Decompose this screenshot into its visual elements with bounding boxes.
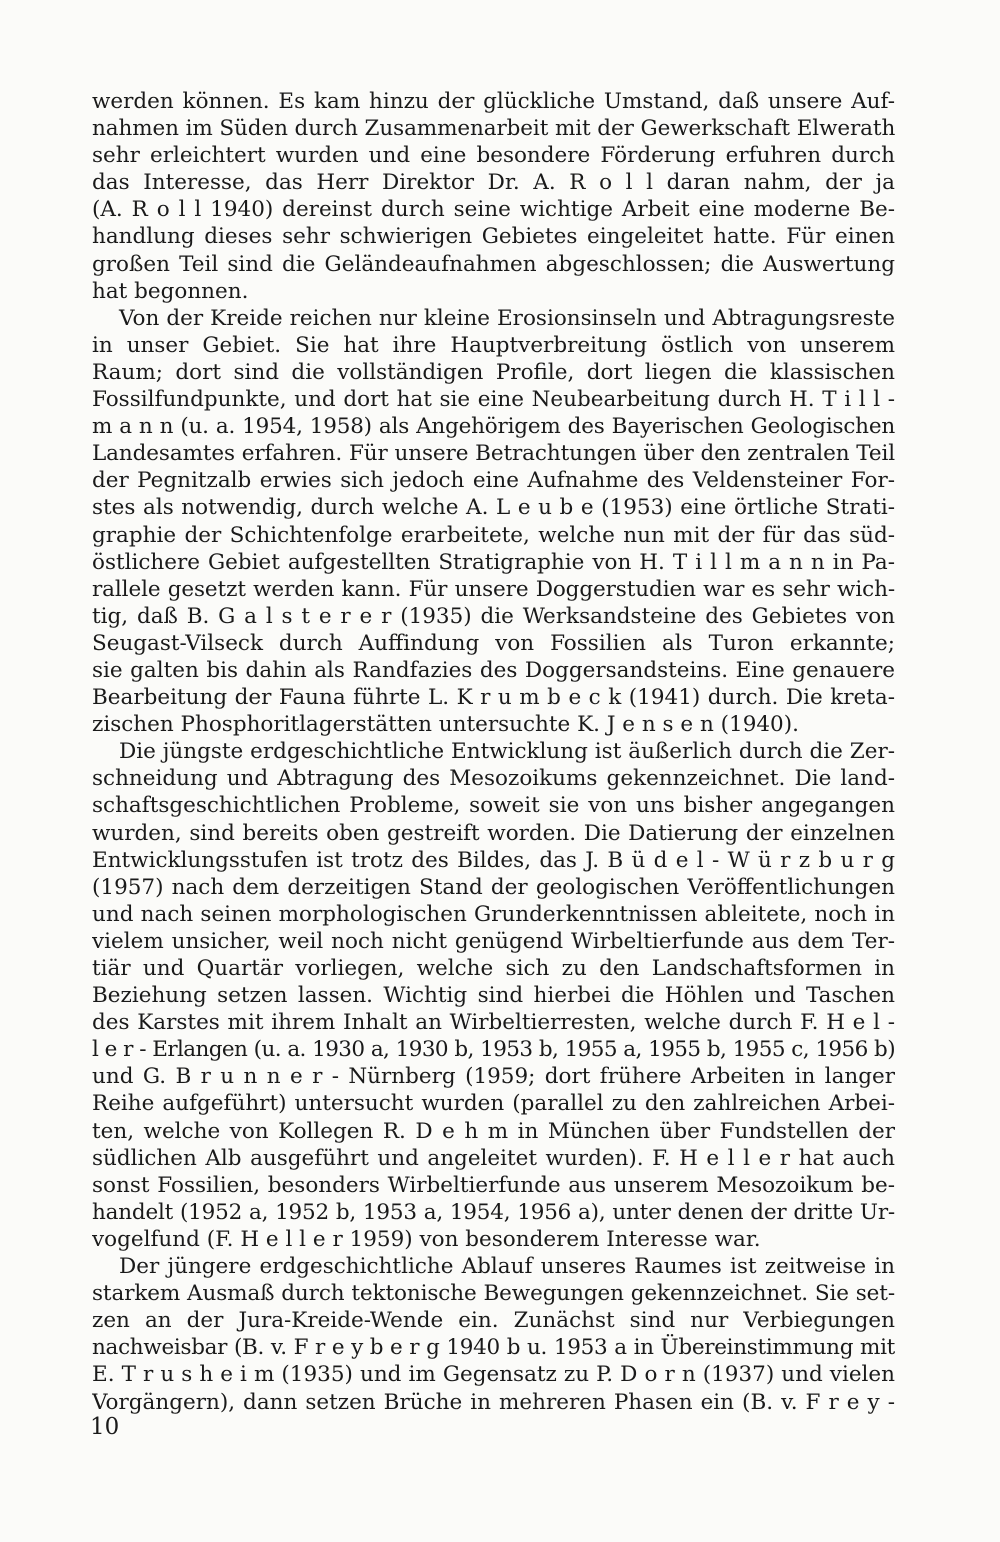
text-line: Der jüngere erdgeschichtliche Ablauf unseres Raumes ist zeitweise in — [119, 1254, 895, 1280]
text-line: das Interesse, das Herr Direktor Dr. A. R o l l daran nahm, der ja — [92, 170, 895, 196]
text-line: schaftsgeschichtlichen Probleme, soweit sie von uns bisher angegangen — [92, 793, 895, 819]
text-line: m a n n (u. a. 1954, 1958) als Angehörigem des Bayerischen Geologischen — [92, 414, 895, 440]
text-line: Vorgängern), dann setzen Brüche in mehreren Phasen ein (B. v. F r e y - — [92, 1389, 895, 1415]
text-line: und nach seinen morphologischen Grunderkenntnissen ableitete, noch in — [92, 901, 895, 927]
text-line: in unser Gebiet. Sie hat ihre Hauptverbreitung östlich von unserem — [92, 332, 895, 358]
body-text — [92, 88, 895, 1416]
text-line: zischen Phosphoritlagerstätten untersuchte K. J e n s e n (1940). — [92, 712, 799, 738]
text-line: hat begonnen. — [92, 278, 249, 304]
text-line: schneidung und Abtragung des Mesozoikums gekennzeichnet. Die land- — [92, 766, 895, 792]
text-line: starkem Ausmaß durch tektonische Bewegungen gekennzeichnet. Sie set- — [92, 1281, 895, 1307]
text-line: werden können. Es kam hinzu der glückliche Umstand, daß unsere Auf- — [92, 89, 895, 114]
text-line: wurden, sind bereits oben gestreift worden. Die Datierung der einzelnen — [92, 820, 895, 846]
text-line: östlichere Gebiet aufgestellten Stratigraphie von H. T i l l m a n n in Pa- — [92, 549, 895, 575]
text-line: Bearbeitung der Fauna führte L. K r u m b e c k (1941) durch. Die kreta- — [92, 685, 895, 711]
text-line: tig, daß B. G a l s t e r e r (1935) die Werksandsteine des Gebietes von — [92, 603, 895, 629]
text-line: handelt (1952 a, 1952 b, 1953 a, 1954, 1956 a), unter denen der dritte Ur- — [92, 1199, 895, 1225]
text-line: sonst Fossilien, besonders Wirbeltierfunde aus unserem Mesozoikum be- — [92, 1172, 895, 1198]
text-line: handlung dieses sehr schwierigen Gebietes eingeleitet hatte. Für einen — [92, 224, 895, 250]
text-line: und G. B r u n n e r - Nürnberg (1959; dort frühere Arbeiten in langer — [92, 1064, 895, 1090]
text-line: stes als notwendig, durch welche A. L e u b e (1953) eine örtliche Strati- — [92, 495, 895, 521]
text-line: Landesamtes erfahren. Für unsere Betrachtungen über den zentralen Teil — [92, 441, 895, 467]
text-line: graphie der Schichtenfolge erarbeitete, welche nun mit der für das süd- — [92, 522, 895, 548]
text-line: Raum; dort sind die vollständigen Profile, dort liegen die klassischen — [92, 359, 895, 385]
text-line: Von der Kreide reichen nur kleine Erosionsinseln und Abtragungsreste — [119, 305, 895, 331]
text-line: l e r - Erlangen (u. a. 1930 a, 1930 b, 1953 b, 1955 a, 1955 b, 1955 c, 1956 b) — [92, 1037, 895, 1063]
text-line: nachweisbar (B. v. F r e y b e r g 1940 b u. 1953 a in Übereinstimmung mit — [92, 1335, 895, 1361]
text-line: der Pegnitzalb erwies sich jedoch eine Aufnahme des Veldensteiner For- — [92, 468, 895, 494]
text-line: vogelfund (F. H e l l e r 1959) von besonderem Interesse war. — [92, 1226, 761, 1252]
text-line: des Karstes mit ihrem Inhalt an Wirbeltierresten, welche durch F. H e l - — [92, 1010, 895, 1036]
text-line: großen Teil sind die Geländeaufnahmen abgeschlossen; die Auswertung — [92, 251, 895, 277]
text-line: sehr erleichtert wurden und eine besondere Förderung erfuhren durch — [92, 143, 895, 169]
text-line: vielem unsicher, weil noch nicht genügend Wirbeltierfunde aus dem Ter- — [92, 928, 895, 954]
text-line: (1957) nach dem derzeitigen Stand der geologischen Veröffentlichungen — [92, 874, 895, 900]
text-line: rallele gesetzt werden kann. Für unsere Doggerstudien war es sehr wich- — [92, 576, 895, 602]
text-line: (A. R o l l 1940) dereinst durch seine wichtige Arbeit eine moderne Be- — [92, 197, 895, 223]
page-number: 10 — [90, 1414, 120, 1440]
text-line: Seugast-Vilseck durch Auffindung von Fossilien als Turon erkannte; — [92, 630, 895, 656]
text-line: Reihe aufgeführt) untersucht wurden (parallel zu den zahlreichen Arbei- — [92, 1091, 895, 1117]
text-line: zen an der Jura-Kreide-Wende ein. Zunächst sind nur Verbiegungen — [92, 1308, 895, 1334]
text-line: Die jüngste erdgeschichtliche Entwicklung ist äußerlich durch die Zer- — [119, 739, 895, 765]
text-line: Entwicklungsstufen ist trotz des Bildes, das J. B ü d e l - W ü r z b u r g — [92, 847, 895, 873]
text-line: sie galten bis dahin als Randfazies des Doggersandsteins. Eine genauere — [92, 657, 895, 683]
text-line: ten, welche von Kollegen R. D e h m in München über Fundstellen der — [92, 1118, 895, 1144]
text-line: Beziehung setzen lassen. Wichtig sind hierbei die Höhlen und Taschen — [92, 983, 895, 1009]
text-line: nahmen im Süden durch Zusammenarbeit mit der Gewerkschaft Elwerath — [92, 116, 895, 142]
text-line: südlichen Alb ausgeführt und angeleitet wurden). F. H e l l e r hat auch — [92, 1145, 895, 1171]
text-line: E. T r u s h e i m (1935) und im Gegensatz zu P. D o r n (1937) und vielen — [92, 1362, 895, 1388]
text-line: tiär und Quartär vorliegen, welche sich zu den Landschaftsformen in — [92, 956, 895, 981]
text-line: Fossilfundpunkte, und dort hat sie eine Neubearbeitung durch H. T i l l - — [92, 387, 895, 413]
